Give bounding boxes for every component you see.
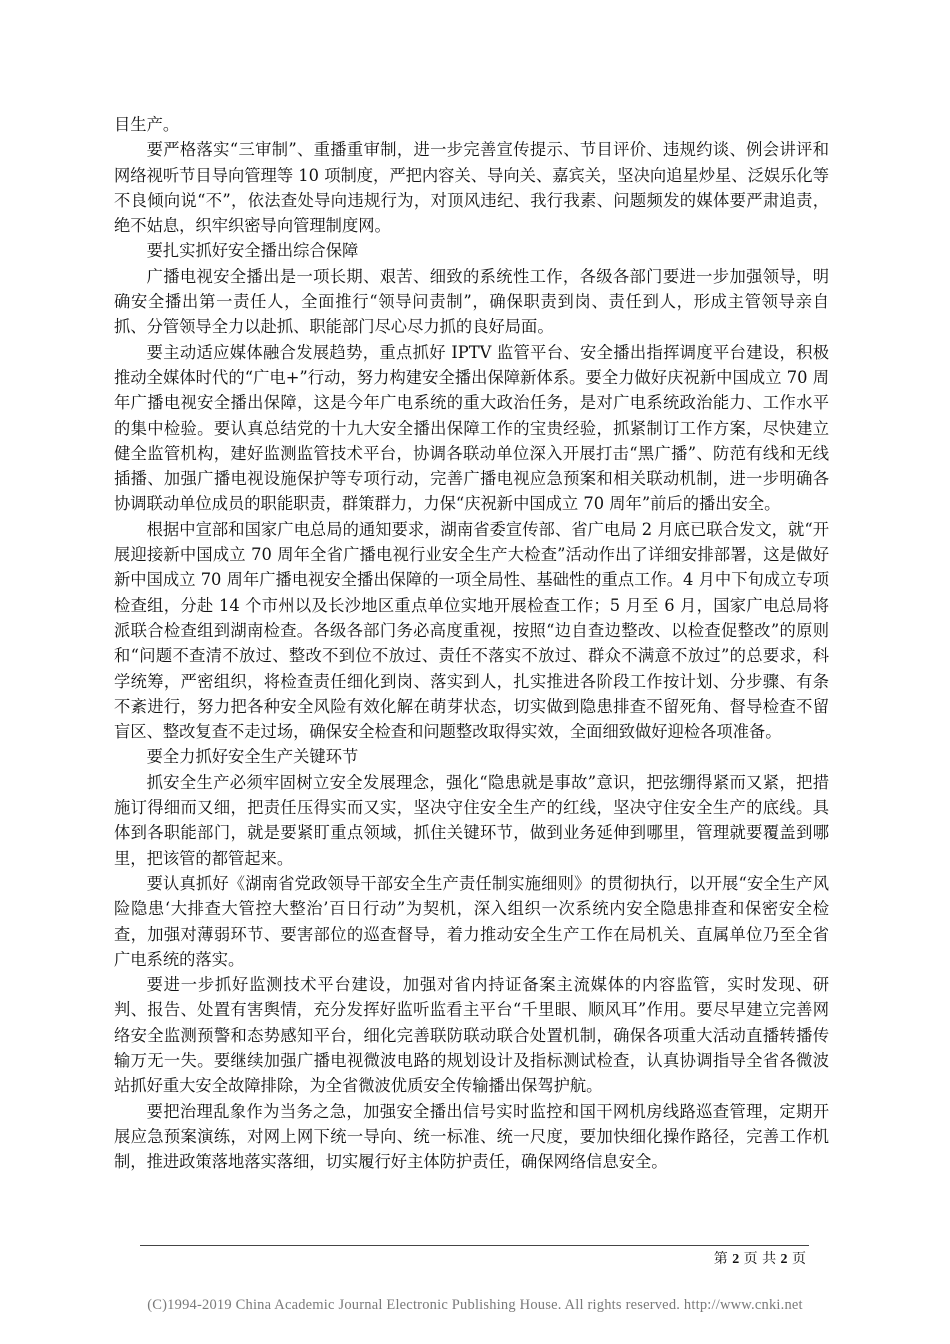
paragraph: 要进一步抓好监测技术平台建设，加强对省内持证备案主流媒体的内容监管，实时发现、研判、报告、处置有害舆情，充分发挥好监听监看主平台“千里眼、顺风耳”作用。要尽早建立完善网络安全监测预警和态势感知平台，细化完善联防联动联合处置机制，确保各项重大活动直播转播传输万无一失。要继续加强广播电视微波电路的规划设计及指标测试检查，认真协调指导全省各微波站抓好重大安全故障排除，为全省微波优质安全传输播出保驾护航。	[114, 975, 829, 1096]
page-label-pre: 第	[713, 1251, 728, 1267]
paragraph: 要认真抓好《湖南省党政领导干部安全生产责任制实施细则》的贯彻执行，以开展“安全生产风险隐患‘大排查大管控大整治’百日行动”为契机，深入组织一次系统内安全隐患排查和保密安全检查，加强对薄弱环节、要害部位的巡查督导，着力推动安全生产工作在局机关、直属单位乃至全省广电系统的落实。	[114, 873, 829, 969]
section-heading: 要全力抓好安全生产关键环节	[146, 747, 359, 767]
footer-divider	[140, 1245, 809, 1246]
page-current: 2	[732, 1252, 740, 1267]
paragraph: 要严格落实“三审制”、重播重审制，进一步完善宣传提示、节目评价、违规约谈、例会讲评和网络视听节目导向管理等 10 项制度，严把内容关、导向关、嘉宾关，坚决向追星炒星、泛娱乐化等不良倾向说“不”，依法查处导向违规行为，对顶风违纪、我行我素、问题频发的媒体要严肃追责，绝不姑息，织牢织密导向管理制度网。	[114, 140, 829, 236]
page-label-post: 页	[792, 1251, 806, 1267]
page-label-mid: 页 共	[743, 1251, 777, 1267]
paragraph-continuation: 目生产。	[114, 115, 180, 134]
paragraph: 抓安全生产必须牢固树立安全发展理念，强化“隐患就是事故”意识，把弦绷得紧而又紧，把措施订得细而又细，把责任压得实而又实，坚决守住安全生产的红线，坚决守住安全生产的底线。具体到各职能部门，就是要紧盯重点领域，抓住关键环节，做到业务延伸到哪里，管理就要覆盖到哪里，把该管的都管起来。	[114, 772, 829, 868]
page-number	[714, 1250, 806, 1269]
page-total: 2	[780, 1252, 788, 1267]
document-body	[114, 112, 829, 1174]
paragraph: 广播电视安全播出是一项长期、艰苦、细致的系统性工作，各级各部门要进一步加强领导，明确安全播出第一责任人，全面推行“领导问责制”，确保职责到岗、责任到人，形成主管领导亲自抓、分管领导全力以赴抓、职能部门尽心尽力抓的良好局面。	[114, 266, 829, 337]
paragraph: 要把治理乱象作为当务之急，加强安全播出信号实时监控和国干网机房线路巡查管理，定期开展应急预案演练，对网上网下统一导向、统一标准、统一尺度，要加快细化操作路径，完善工作机制，推进政策落地落实落细，切实履行好主体防护责任，确保网络信息安全。	[114, 1101, 829, 1172]
section-heading: 要扎实抓好安全播出综合保障	[146, 241, 359, 261]
paragraph: 要主动适应媒体融合发展趋势，重点抓好 IPTV 监管平台、安全播出指挥调度平台建设，积极推动全媒体时代的“广电+”行动，努力构建安全播出保障新体系。要全力做好庆祝新中国成立 70 周年广播电视安全播出保障，这是今年广电系统的重大政治任务，是对广电系统政治能力、工作水平的集中检验。要认真总结党的十九大安全播出保障工作的宝贵经验，抓紧制订工作方案，尽快建立健全监管机构，建好监测监管技术平台，协调各联动单位深入开展打击“黑广播”、防范有线和无线插播、加强广播电视设施保护等专项行动，完善广播电视应急预案和相关联动机制，进一步明确各协调联动单位成员的职能职责，群策群力，力保“庆祝新中国成立 70 周年”前后的播出安全。	[114, 342, 829, 514]
paragraph: 根据中宣部和国家广电总局的通知要求，湖南省委宣传部、省广电局 2 月底已联合发文，就“开展迎接新中国成立 70 周年全省广播电视行业安全生产大检查”活动作出了详细安排部署，这是做好新中国成立 70 周年广播电视安全播出保障的一项全局性、基础性的重点工作。4 月中下旬成立专项检查组，分赴 14 个市州以及长沙地区重点单位实地开展检查工作；5 月至 6 月，国家广电总局将派联合检查组到湖南检查。各级各部门务必高度重视，按照“边自查边整改、以检查促整改”的原则和“问题不查清不放过、整改不到位不放过、责任不落实不放过、群众不满意不放过”的总要求，科学统筹，严密组织，将检查责任细化到岗、落实到人，扎实推进各阶段工作按计划、分步骤、有条不紊进行，努力把各种安全风险有效化解在萌芽状态，切实做到隐患排查不留死角、督导检查不留盲区、整改复查不走过场，确保安全检查和问题整改取得实效，全面细致做好迎检各项准备。	[114, 519, 829, 742]
copyright-notice: (C)1994-2019 China Academic Journal Electronic Publishing House. All rights reserved. http://www.cnki.net	[147, 1297, 803, 1313]
